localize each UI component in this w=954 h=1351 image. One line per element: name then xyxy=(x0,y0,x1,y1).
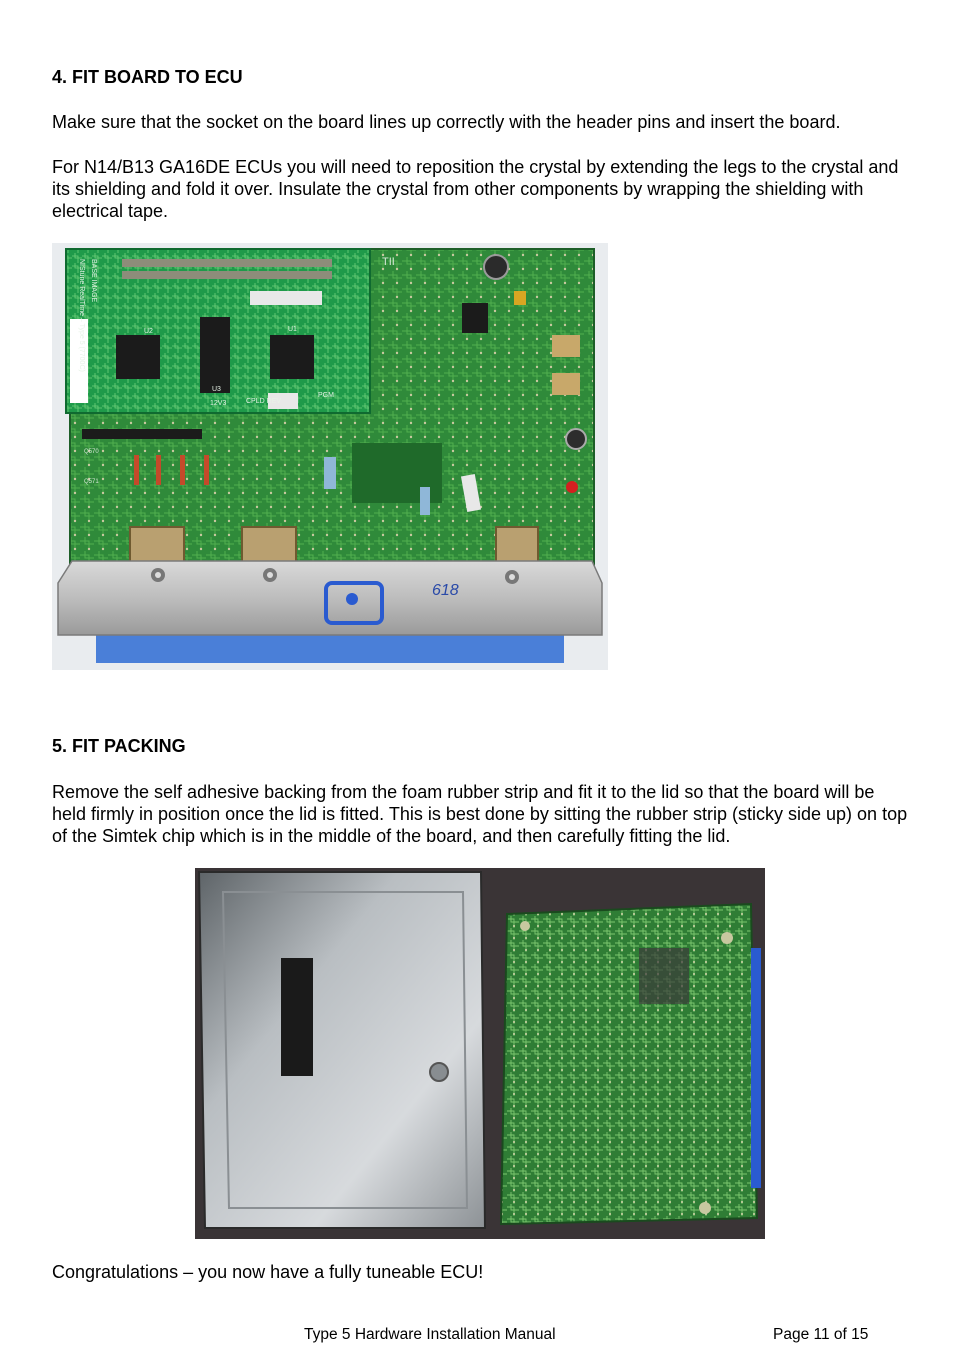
board-mark-12v3: 12V3 xyxy=(210,400,227,407)
board-mark-pgm: PGM xyxy=(318,392,334,399)
lid-and-board-photo xyxy=(195,868,765,1239)
board-mark-q570: Q570 xyxy=(84,449,99,455)
footer-manual-title: Type 5 Hardware Installation Manual xyxy=(304,1326,556,1343)
case-marking: 618 xyxy=(432,582,459,599)
board-label-line-1: NIStune RealTime – Type 5 (7700C) xyxy=(78,259,85,372)
board-label-line-2: BASE IMAGE xyxy=(90,259,97,303)
board-mark-cpld: CPLD REV xyxy=(246,398,282,405)
board-mark-u3: U3 xyxy=(212,386,221,393)
board-mark-u2: U2 xyxy=(144,328,153,335)
ecu-board-photo xyxy=(52,243,608,670)
board-mark-q571: Q571 xyxy=(84,479,99,485)
footer-page-number: Page 11 of 15 xyxy=(773,1326,869,1343)
section-4-heading: 4. FIT BOARD TO ECU xyxy=(52,67,243,87)
board-mark-u1: U1 xyxy=(288,326,297,333)
section-5-paragraph: Remove the self adhesive backing from the foam rubber strip and fit it to the lid so that the board will be held firmly in position once the lid is fitted. This is best done by sitting the rubber strip (sticky side up) on top of the Simtek chip which is in the middle of the board, and then carefully fitting the lid. xyxy=(52,782,908,846)
section-5-heading: 5. FIT PACKING xyxy=(52,736,186,756)
closing-line: Congratulations – you now have a fully tuneable ECU! xyxy=(52,1262,484,1282)
section-4-paragraph-1: Make sure that the socket on the board lines up correctly with the header pins and insert the board. xyxy=(52,112,841,132)
section-4-paragraph-2: For N14/B13 GA16DE ECUs you will need to reposition the crystal by extending the legs to the crystal and its shielding and fold it over. Insulate the crystal from other components by wrapping the shielding with electrical tape. xyxy=(52,157,899,221)
board-mark-tii: TII xyxy=(382,256,395,268)
